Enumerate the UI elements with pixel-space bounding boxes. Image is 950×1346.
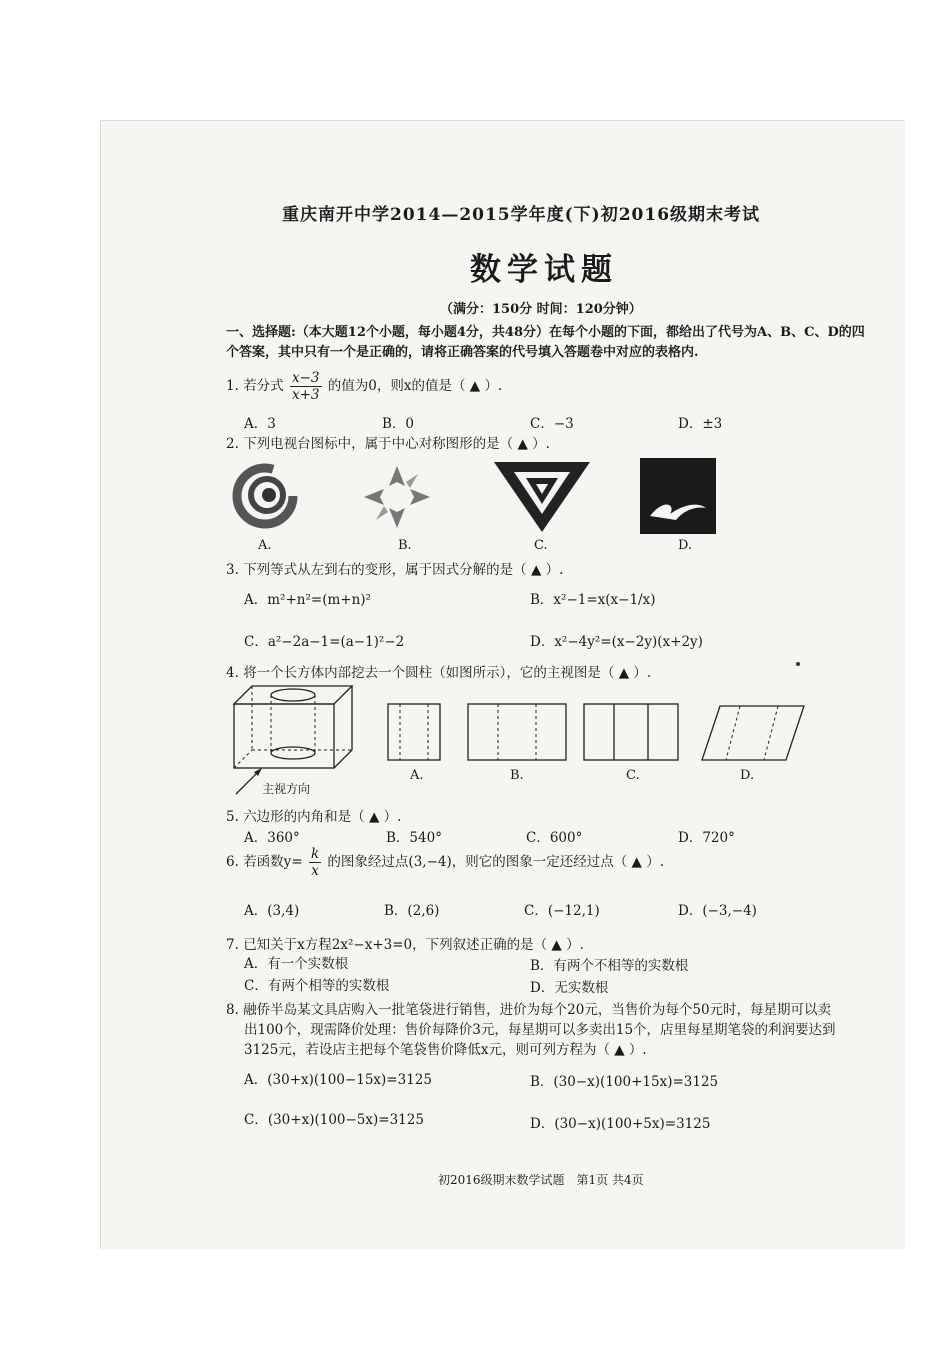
option-c: C．−3 [530, 416, 574, 432]
view-label-b: B. [510, 768, 524, 783]
option-d: D．x²−4y²=(x−2y)(x+2y) [530, 634, 703, 650]
question-2 [226, 432, 550, 452]
option-a: A．有一个实数根 [244, 956, 349, 972]
option-d: D．±3 [678, 416, 723, 432]
option-d: D．720° [678, 830, 735, 846]
fraction-denominator: x+3 [291, 387, 320, 403]
question-1 [226, 370, 502, 403]
question-stem: 若分式 [243, 378, 284, 394]
option-d: D．(−3,−4) [678, 903, 757, 919]
question-number: 8. [226, 1002, 239, 1018]
view-label-d: D. [740, 768, 755, 783]
four-arrows-logo-icon [360, 462, 435, 532]
logo-label-c: C. [534, 538, 548, 553]
exam-sheet [100, 120, 905, 1249]
option-c: C．(30+x)(100−5x)=3125 [244, 1112, 424, 1128]
question-stem: 将一个长方体内部挖去一个圆柱（如图所示），它的主视图是（ ▲ ）. [243, 665, 652, 681]
scan-dot [796, 662, 800, 666]
fraction-numerator: x−3 [291, 370, 320, 386]
triangle-logo-icon [492, 458, 592, 534]
view-option-b-figure [466, 702, 570, 764]
view-direction-label: 主视方向 [262, 782, 311, 796]
view-option-c-figure [582, 702, 682, 764]
question-stem: 已知关于x方程2x²−x+3=0，下列叙述正确的是（ ▲ ）. [243, 937, 584, 953]
option-a: A．(3,4) [244, 903, 300, 919]
question-5 [226, 805, 401, 825]
square-logo-icon [640, 458, 716, 534]
option-c: C．600° [526, 830, 583, 846]
question-stem-end: 的图象经过点(3,−4)，则它的图象一定还经过点（ ▲ ）. [327, 854, 664, 870]
fraction-numerator: k [310, 846, 320, 862]
question-number: 4. [226, 665, 239, 681]
option-b: B．0 [382, 416, 415, 432]
question-stem-line-1: 融侨半岛某文具店购入一批笔袋进行销售，进价为每个20元，当售价为每个50元时，每星期可以卖 [243, 1002, 832, 1018]
option-a: A．3 [244, 416, 276, 432]
question-3 [226, 558, 563, 578]
question-4 [226, 661, 651, 681]
view-label-a: A. [410, 768, 424, 783]
question-number: 3. [226, 562, 239, 578]
view-label-c: C. [626, 768, 640, 783]
logo-label-b: B. [398, 538, 412, 553]
school-title: 重庆南开中学2014—2015学年度(下)初2016级期末考试 [282, 205, 761, 225]
question-stem: 六边形的内角和是（ ▲ ）. [243, 809, 402, 825]
option-b: B．540° [386, 830, 442, 846]
view-option-d-figure [700, 702, 806, 764]
option-d: D．无实数根 [530, 980, 609, 996]
page-footer: 初2016级期末数学试题 第1页 共4页 [438, 1173, 644, 1187]
fraction-denominator: x [311, 863, 319, 879]
question-number: 1. [226, 378, 239, 394]
question-number: 7. [226, 937, 239, 953]
fraction [290, 370, 322, 403]
option-b: B．(2,6) [384, 903, 440, 919]
option-c: C．a²−2a−1=(a−1)²−2 [244, 634, 405, 650]
subject-title: 数学试题 [470, 252, 618, 288]
option-b: B．x²−1=x(x−1/x) [530, 592, 656, 608]
question-stem-end: 的值为0，则x的值是（ ▲ ）. [327, 378, 503, 394]
logo-label-a: A. [258, 538, 272, 553]
option-c: C．有两个相等的实数根 [244, 978, 390, 994]
question-6 [226, 846, 664, 879]
question-stem-line-2: 出100个，现需降价处理：售价每降价3元，每星期可以多卖出15个，店里每星期笔袋的利润要达到 [244, 1022, 836, 1038]
option-a: A．m²+n²=(m+n)² [244, 592, 371, 608]
fraction [309, 846, 321, 879]
question-number: 6. [226, 854, 239, 870]
question-stem: 若函数y= [243, 854, 303, 870]
option-c: C．(−12,1) [524, 903, 600, 919]
section-heading: 一、选择题:（本大题12个小题，每小题4分，共48分）在每个小题的下面，都给出了代号为A、B、C、D的四个答案，其中只有一个是正确的，请将正确答案的代号填入答题卷中对应的表格内. [226, 325, 865, 360]
option-b: B．有两个不相等的实数根 [530, 958, 689, 974]
question-stem: 下列电视台图标中，属于中心对称图形的是（ ▲ ）. [243, 436, 550, 452]
exam-info: （满分：150分 时间：120分钟） [440, 302, 642, 317]
option-a: A．(30+x)(100−15x)=3125 [244, 1072, 432, 1088]
question-number: 5. [226, 809, 239, 825]
option-b: B．(30−x)(100+15x)=3125 [530, 1074, 719, 1090]
logo-label-d: D. [678, 538, 693, 553]
question-8 [226, 998, 831, 1018]
question-stem-line-3: 3125元，若设店主把每个笔袋售价降低x元，则可列方程为（ ▲ ）. [244, 1042, 647, 1058]
question-number: 2. [226, 436, 239, 452]
view-option-a-figure [386, 702, 444, 764]
option-a: A．360° [244, 830, 300, 846]
option-d: D．(30−x)(100+5x)=3125 [530, 1116, 711, 1132]
spiral-logo-icon [230, 462, 300, 530]
question-7 [226, 933, 584, 953]
question-stem: 下列等式从左到右的变形，属于因式分解的是（ ▲ ）. [243, 562, 564, 578]
